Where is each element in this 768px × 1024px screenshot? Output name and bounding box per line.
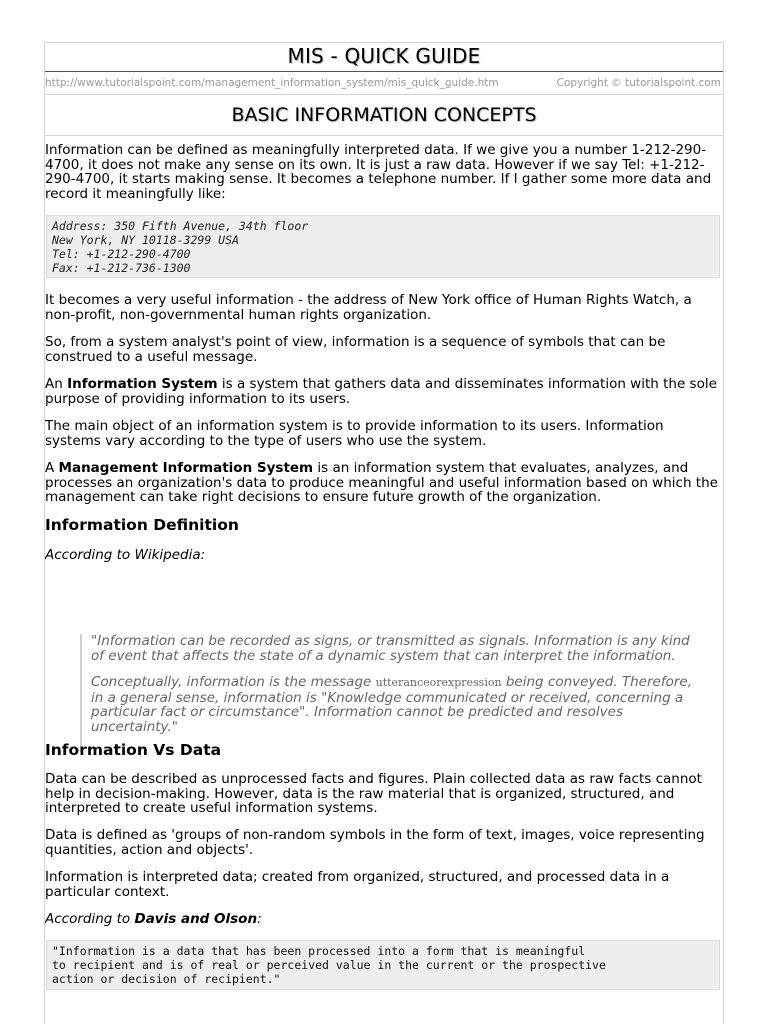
according-text: According to Wikipedia: xyxy=(45,547,206,563)
document-title: MIS - QUICK GUIDE xyxy=(287,44,481,68)
paragraph-main-object: The main object of an information system is to provide information to its users. Information systems vary according to the type of users who use the system. xyxy=(45,418,664,449)
page xyxy=(44,42,724,1024)
quote-line: action or decision of recipient." xyxy=(52,972,281,986)
paragraph-useful-information: It becomes a very useful information - the address of New York office of Human Rights Watch, a non-profit, non-governmental human rights organization. xyxy=(45,292,692,323)
paragraph-data-described: Data can be described as unprocessed facts and figures. Plain collected data as raw facts cannot help in decision-making. However, data is the raw material that is organized, structured, and interpreted to create useful information systems. xyxy=(45,771,702,817)
intro-paragraph: Information can be defined as meaningfully interpreted data. If we give you a number 1-212-290-4700, it does not make any sense on its own. It is just a raw data. However if we say Tel: +1-212-290-4700, it starts making sense. It becomes a telephone number. If I gather some more data and record it meaningfully like: xyxy=(45,142,712,202)
heading-information-vs-data: Information Vs Data xyxy=(45,741,222,759)
address-line: Tel: +1-212-290-4700 xyxy=(52,247,191,261)
paragraph-information-interpreted: Information is interpreted data; created from organized, structured, and processed data in a particular context. xyxy=(45,869,670,900)
term-mis: Management Information System xyxy=(58,460,314,476)
quote-line: "Information is a data that has been processed into a form that is meaningful xyxy=(52,944,586,958)
url-bar xyxy=(45,71,723,95)
quote-paragraph-1: "Information can be recorded as signs, or transmitted as signals. Information is any kind of event that affects the state of a dynamic system that can interpret the information. xyxy=(91,633,690,664)
text-prefix: A xyxy=(45,460,59,476)
quote-text-b: being conveyed. Therefore, in a general sense, information is "Knowledge communicated or received, concerning a particular fact or circumstance". Information cannot be predicted and resolves uncertainty." xyxy=(91,674,692,735)
paragraph-mis xyxy=(45,461,721,505)
address-line: Address: 350 Fifth Avenue, 34th floor xyxy=(52,219,309,233)
author-names: Davis and Olson xyxy=(134,911,258,927)
heading-information-definition: Information Definition xyxy=(45,516,239,534)
text-prefix: An xyxy=(45,376,68,392)
davis-quote-code-block xyxy=(46,940,720,990)
source-url[interactable]: http://www.tutorialspoint.com/management_information_system/mis_quick_guide.htm xyxy=(45,77,499,89)
according-to-davis-olson xyxy=(45,912,721,927)
section-title: BASIC INFORMATION CONCEPTS xyxy=(45,95,723,136)
wikipedia-blockquote xyxy=(80,634,700,752)
quote-text-a: Conceptually, information is the message xyxy=(91,674,376,691)
text-rest: is a system that gathers data and disseminates information with the sole purpose of providing information to its users. xyxy=(45,376,717,407)
paragraph-data-defined: Data is defined as 'groups of non-random symbols in the form of text, images, voice representing quantities, action and objects'. xyxy=(45,827,705,858)
copyright-notice: Copyright © tutorialspoint.com xyxy=(556,77,721,89)
paragraph-information-system xyxy=(45,377,721,406)
term-information-system: Information System xyxy=(67,376,218,392)
according-to-wikipedia xyxy=(45,548,721,563)
address-code-block xyxy=(46,215,720,278)
according-suffix: : xyxy=(257,911,262,927)
quote-paragraph-2 xyxy=(91,675,700,734)
according-prefix: According to xyxy=(45,911,135,927)
paragraph-system-analyst: So, from a system analyst's point of view, information is a sequence of symbols that can be construed to a useful message. xyxy=(45,334,666,365)
quote-line: to recipient and is of real or perceived value in the current or the prospective xyxy=(52,958,606,972)
quote-small-term: utteranceorexpression xyxy=(375,676,502,690)
address-line: Fax: +1-212-736-1300 xyxy=(52,261,191,275)
address-line: New York, NY 10118-3299 USA xyxy=(52,233,239,247)
text-rest: is an information system that evaluates, analyzes, and processes an organization's data to produce meaningful and useful information based on which the management can take right decisions to ensure future growth of the organization. xyxy=(45,460,718,506)
